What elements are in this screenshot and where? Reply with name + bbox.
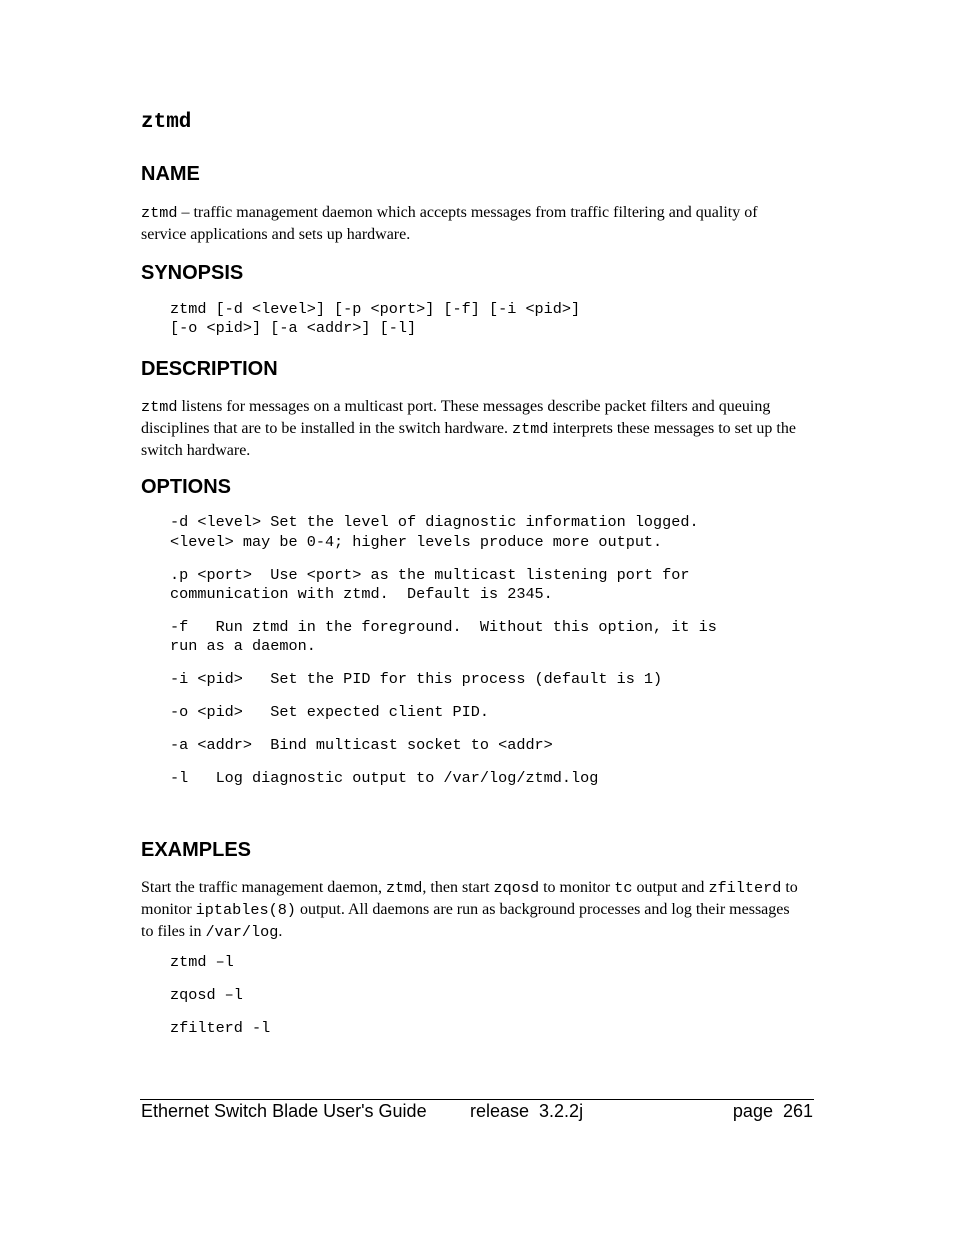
option-line: -f Run ztmd in the foreground. Without this option, it is xyxy=(170,618,717,636)
paragraph-text: . xyxy=(278,923,283,940)
paragraph-text: output. All daemons are run as background processes and log their messages to files in xyxy=(141,901,790,940)
option-line: communication with ztmd. Default is 2345. xyxy=(170,585,553,603)
option-line: run as a daemon. xyxy=(170,637,316,655)
synopsis-line: [-o <pid>] [-a <addr>] [-l] xyxy=(170,319,417,337)
option-line: <level> may be 0-4; higher levels produce more output. xyxy=(170,533,663,551)
page-title: ztmd xyxy=(141,111,192,134)
example-command: zfilterd -l xyxy=(170,1019,271,1037)
option-line: .p <port> Use <port> as the multicast listening port for xyxy=(170,566,690,584)
footer-release: release 3.2.2j xyxy=(470,1101,584,1121)
inline-code: iptables(8) xyxy=(195,901,296,919)
paragraph-text: – traffic management daemon which accepts messages from traffic filtering and quality of service applications and sets up hardware. xyxy=(141,204,758,243)
paragraph-text: , then start xyxy=(422,879,494,896)
footer-divider xyxy=(140,1099,814,1100)
option-line: -o <pid> Set expected client PID. xyxy=(170,703,489,721)
inline-code: ztmd xyxy=(141,398,178,416)
footer-page-number: page 261 xyxy=(732,1101,813,1121)
inline-code: ztmd xyxy=(385,879,423,897)
description-paragraph xyxy=(141,396,801,461)
inline-code: ztmd xyxy=(141,204,178,222)
paragraph-text: output and xyxy=(632,879,709,896)
inline-code: /var/log xyxy=(205,923,279,941)
paragraph-text: interprets these messages to set up the switch hardware. xyxy=(141,420,796,459)
option-line: -a <addr> Bind multicast socket to <addr> xyxy=(170,736,553,754)
section-heading-options: OPTIONS xyxy=(141,476,232,498)
option-line: -i <pid> Set the PID for this process (default is 1) xyxy=(170,670,663,688)
section-heading-name: NAME xyxy=(141,163,200,185)
section-heading-examples: EXAMPLES xyxy=(141,839,252,861)
name-paragraph xyxy=(141,202,801,245)
footer-guide-title: Ethernet Switch Blade User's Guide xyxy=(141,1101,427,1121)
option-line: -l Log diagnostic output to /var/log/ztmd.log xyxy=(170,769,599,787)
inline-code: zqosd xyxy=(493,879,540,897)
inline-code: zfilterd xyxy=(708,879,782,897)
paragraph-text: to monitor xyxy=(141,879,798,918)
inline-code: ztmd xyxy=(512,420,549,438)
synopsis-line: ztmd [-d <level>] [-p <port>] [-f] [-i <pid>] xyxy=(170,300,581,318)
section-heading-description: DESCRIPTION xyxy=(141,358,278,380)
example-command: ztmd –l xyxy=(170,953,234,971)
example-command: zqosd –l xyxy=(170,986,243,1004)
section-heading-synopsis: SYNOPSIS xyxy=(141,262,244,284)
inline-code: tc xyxy=(614,879,633,897)
examples-paragraph xyxy=(141,877,801,943)
option-line: -d <level> Set the level of diagnostic information logged. xyxy=(170,513,699,531)
paragraph-text: Start the traffic management daemon, xyxy=(141,879,386,896)
paragraph-text: listens for messages on a multicast port. These messages describe packet filters and queuing disciplines that are to be installed in the switch hardware. xyxy=(141,398,771,437)
paragraph-text: to monitor xyxy=(539,879,615,896)
